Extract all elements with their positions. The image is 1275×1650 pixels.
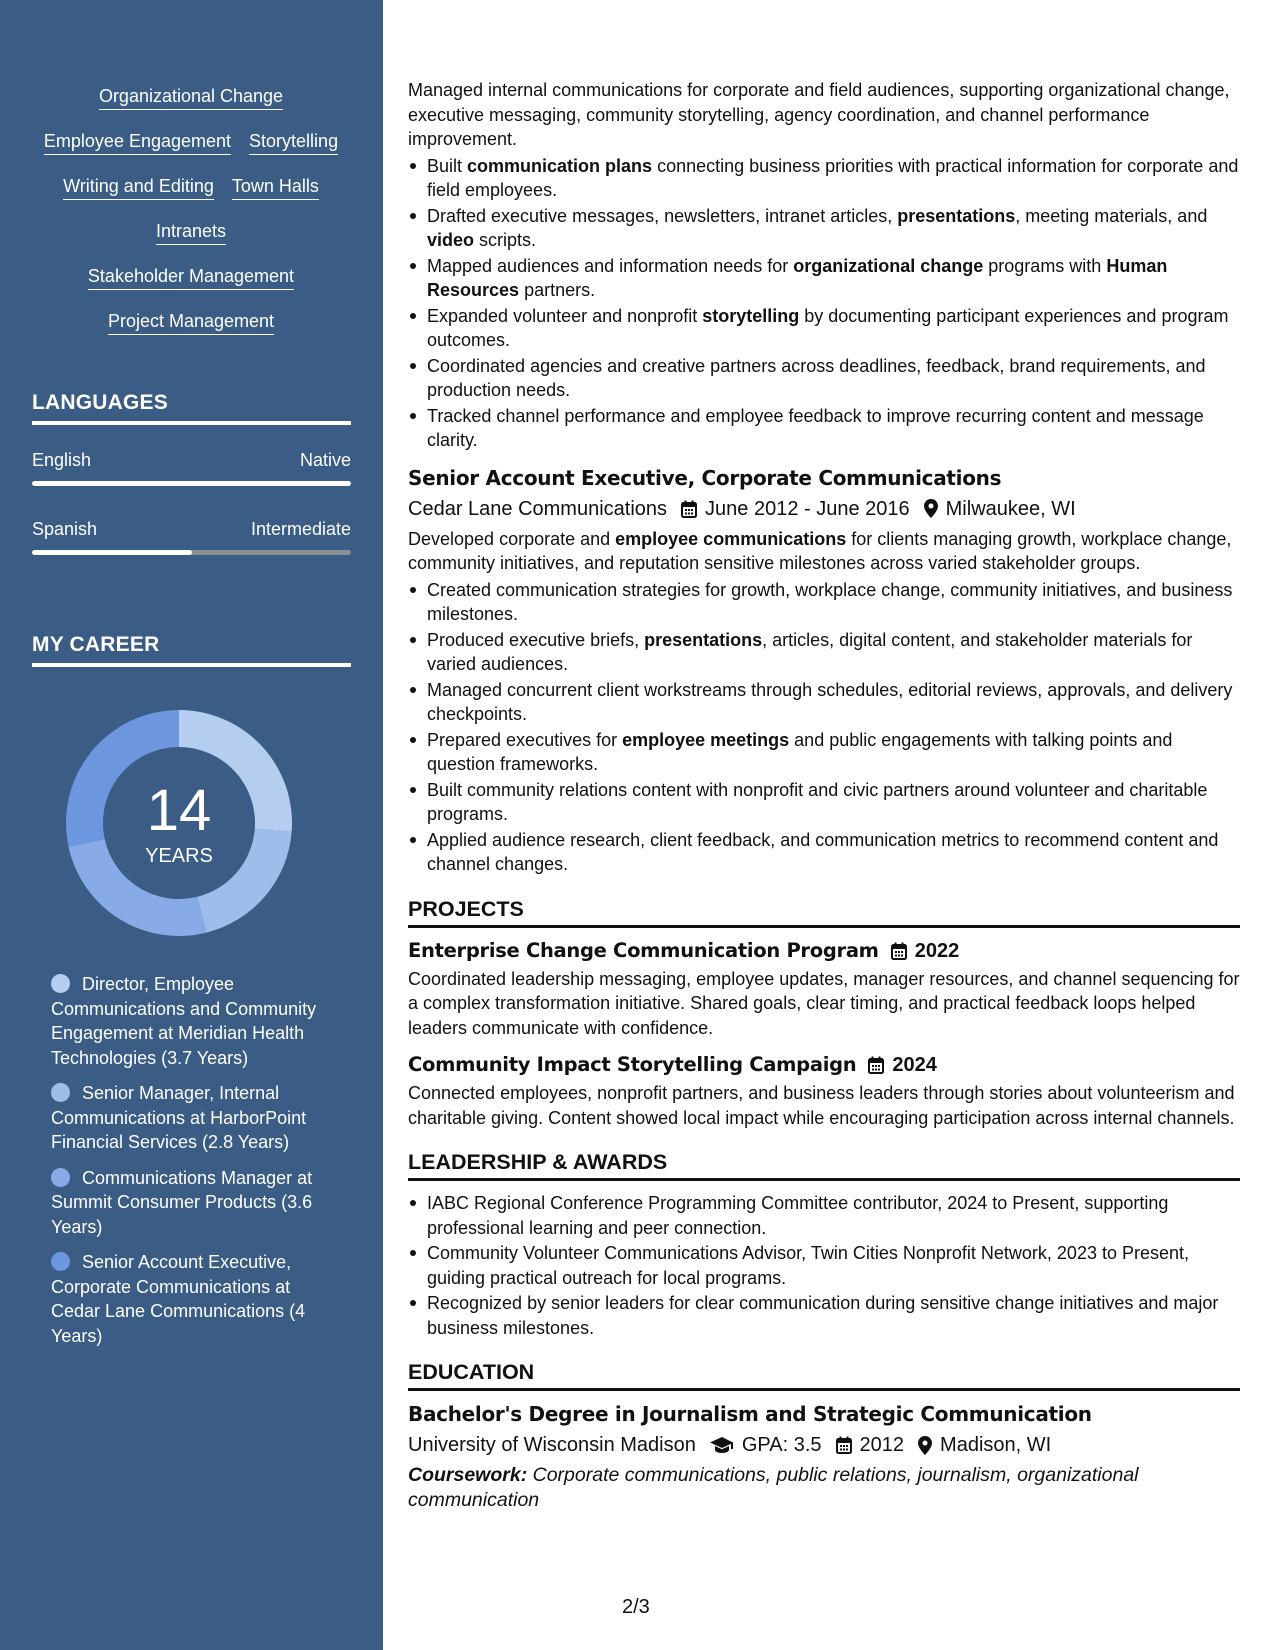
language-item [32,518,351,555]
leadership-list [408,1191,1240,1340]
graduation-cap-icon [710,1436,734,1454]
career-legend-item [51,1166,331,1240]
career-legend-item [51,972,331,1070]
career-legend-text: Senior Manager, Internal Communications at HarborPoint Financial Services (2.8 Years) [51,1083,307,1152]
legend-dot [51,1252,70,1271]
languages-heading: LANGUAGES [32,391,351,425]
skill-tag: Storytelling [249,129,338,155]
job-dates: June 2012 - June 2016 [705,497,910,520]
skill-tag: Town Halls [232,174,319,200]
education-heading: EDUCATION [408,1358,1240,1391]
legend-dot [51,1083,70,1102]
language-level: Native [299,450,351,470]
page-number: 2/3 [622,1596,650,1618]
calendar-icon [681,500,697,518]
sidebar [0,0,383,1650]
project-year: 2024 [892,1054,937,1076]
legend-dot [51,974,70,993]
graduation-year: 2012 [859,1434,905,1456]
project-description: Coordinated leadership messaging, employee updates, manager resources, and channel sequencing for a complex transformation initiative. Shared goals, clear timing, and practical feedback loops helped leaders communicate with confidence. [408,968,1240,1038]
role-bullet: Tracked channel performance and employee feedback to improve recurring content and message clarity. [408,404,1240,453]
project-item [408,1052,1240,1130]
role-bullet: Built communication plans connecting business priorities with practical information for corporate and field employees. [408,154,1240,203]
coursework [408,1463,1240,1513]
job-bullet: Managed concurrent client workstreams through schedules, editorial reviews, approvals, and delivery checkpoints. [408,678,1240,727]
leadership-item: IABC Regional Conference Programming Committee contributor, 2024 to Present, supporting professional learning and peer connection. [408,1191,1240,1240]
leadership-heading: LEADERSHIP & AWARDS [408,1148,1240,1181]
job-bullet: Built community relations content with nonprofit and civic partners around volunteer and charitable programs. [408,778,1240,827]
job-bullet: Produced executive briefs, presentations, articles, digital content, and stakeholder materials for varied audiences. [408,628,1240,677]
career-legend-item [51,1250,331,1348]
skill-tag: Employee Engagement [44,129,231,155]
job-location: Milwaukee, WI [945,497,1076,520]
role-bullet: Mapped audiences and information needs for organizational change programs with Human Resources partners. [408,254,1240,303]
project-title: Community Impact Storytelling Campaign [408,1053,857,1076]
location-pin-icon [924,499,938,518]
language-name: English [32,450,92,470]
job-bullets [408,578,1240,877]
location-pin-icon [918,1436,932,1455]
degree-title: Bachelor's Degree in Journalism and Strategic Communication [408,1402,1092,1426]
career-legend-text: Senior Account Executive, Corporate Communications at Cedar Lane Communications (4 Years) [51,1252,306,1346]
leadership-item: Community Volunteer Communications Advisor, Twin Cities Nonprofit Network, 2023 to Present, guiding practical outreach for local programs. [408,1241,1240,1290]
project-item [408,938,1240,1041]
skill-tag: Project Management [108,309,274,335]
job-bullet: Prepared executives for employee meetings and public engagements with talking points and question frameworks. [408,728,1240,777]
skill-tag: Writing and Editing [63,174,214,200]
leadership-item: Recognized by senior leaders for clear communication during sensitive change initiatives and major business milestones. [408,1291,1240,1340]
career-years-label: YEARS [145,845,213,867]
language-name: Spanish [32,519,98,539]
calendar-icon [868,1056,884,1074]
career-total-years: 14 [146,778,212,843]
school-location: Madison, WI [940,1434,1052,1456]
language-proficiency-bar [32,481,351,486]
calendar-icon [891,942,907,960]
language-level: Intermediate [250,519,351,539]
project-year: 2022 [914,939,960,962]
job-meta [408,495,1240,523]
education-meta [408,1431,1240,1459]
skill-tag: Stakeholder Management [88,264,294,290]
skill-tag: Organizational Change [99,84,283,110]
coursework-text: Corporate communications, public relations, journalism, organizational communication [408,1464,1139,1511]
main-content [408,78,1240,1513]
language-proficiency-fill [32,550,192,555]
role-summary: Managed internal communications for corporate and field audiences, supporting organizational change, executive messaging, community storytelling, agency coordination, and channel performance improvement. [408,80,1230,149]
job-title: Senior Account Executive, Corporate Communications [408,465,1002,490]
career-legend [51,972,331,1359]
company-name: Cedar Lane Communications [408,497,668,520]
skills-list [32,84,350,354]
projects-heading: PROJECTS [408,895,1240,928]
career-legend-text: Director, Employee Communications and Community Engagement at Meridian Health Technologies (3.7 Years) [51,974,317,1068]
calendar-icon [836,1436,852,1454]
career-legend-item [51,1081,331,1155]
gpa: GPA: 3.5 [741,1434,822,1456]
coursework-label: Coursework: [408,1464,528,1486]
role-bullets [408,154,1240,453]
career-heading: MY CAREER [32,633,351,667]
role-bullet: Expanded volunteer and nonprofit storytelling by documenting participant experiences and program outcomes. [408,304,1240,353]
career-donut-chart [66,710,292,936]
skill-tag: Intranets [156,219,226,245]
school-name: University of Wisconsin Madison [408,1434,696,1456]
project-description: Connected employees, nonprofit partners, and business leaders through stories about volunteerism and charitable giving. Content showed local impact while encouraging participation across internal channels. [408,1083,1235,1128]
donut-center [66,710,292,936]
language-proficiency-bar [32,550,351,555]
role-bullet: Coordinated agencies and creative partners across deadlines, feedback, brand requirements, and production needs. [408,354,1240,403]
language-proficiency-fill [32,481,351,486]
job-summary: Developed corporate and employee communications for clients managing growth, workplace change, community initiatives, and reputation sensitive milestones across varied stakeholder groups. [408,528,1232,573]
language-item [32,449,351,486]
legend-dot [51,1168,70,1187]
job-bullet: Created communication strategies for growth, workplace change, community initiatives, and business milestones. [408,578,1240,627]
job-bullet: Applied audience research, client feedback, and communication metrics to recommend content and channel changes. [408,828,1240,877]
career-legend-text: Communications Manager at Summit Consumer Products (3.6 Years) [51,1167,313,1237]
project-title: Enterprise Change Communication Program [408,938,879,962]
role-bullet: Drafted executive messages, newsletters, intranet articles, presentations, meeting materials, and video scripts. [408,204,1240,253]
